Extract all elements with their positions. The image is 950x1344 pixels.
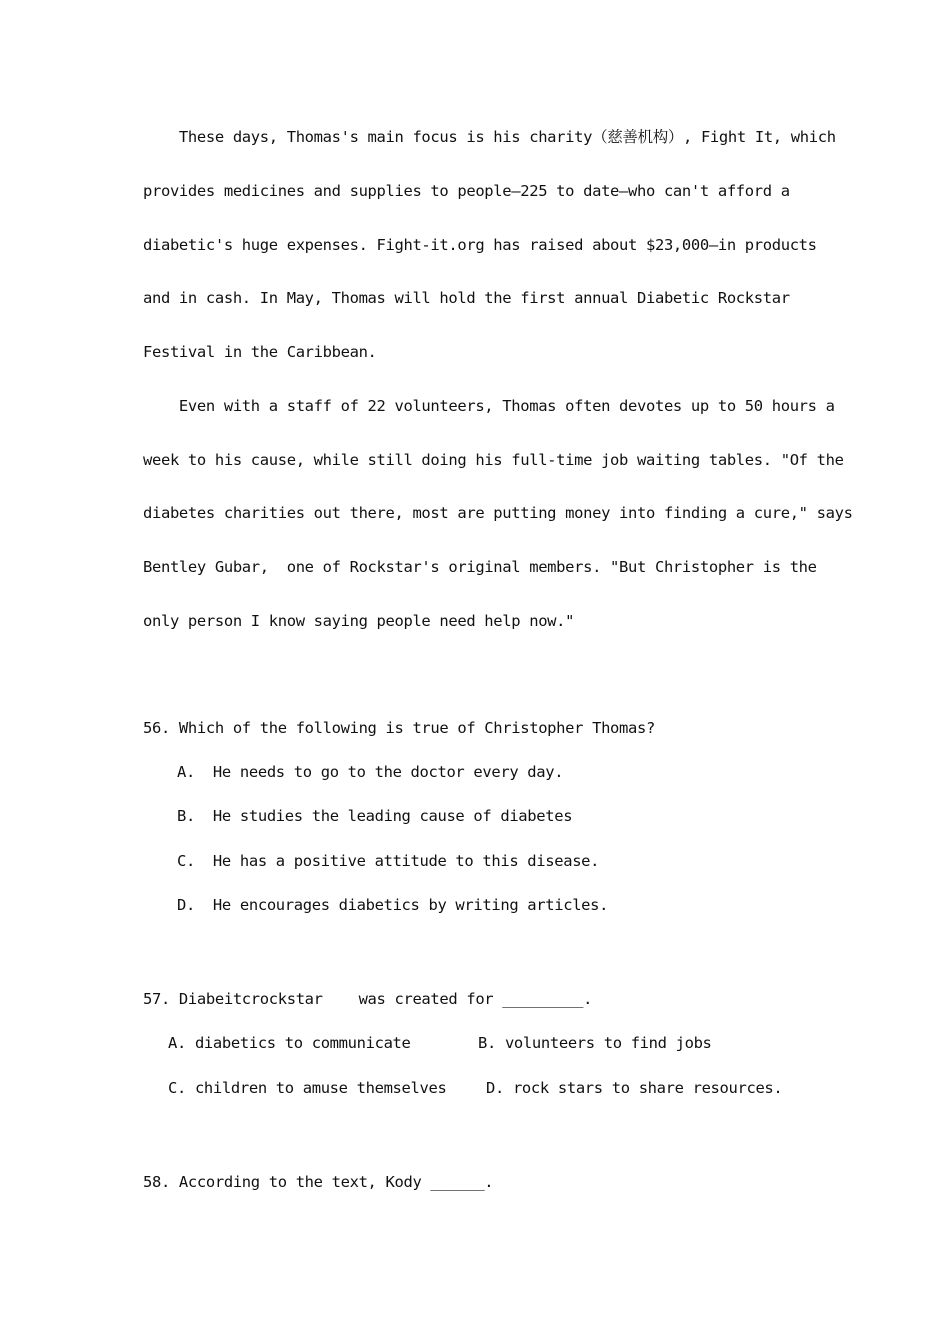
question-56-option-d: D. He encourages diabetics by writing articles. [177,896,609,914]
passage-p1-line-1: These days, Thomas's main focus is his charity（慈善机构）, Fight It, which [143,128,836,146]
question-58-stem: 58. According to the text, Kody ______. [143,1173,494,1191]
passage-p2-line-2: week to his cause, while still doing his full-time job waiting tables. "Of the [143,451,844,469]
question-57-option-c: C. children to amuse themselves [168,1079,447,1097]
question-57-option-b: B. volunteers to find jobs [478,1034,712,1052]
question-56-option-a: A. He needs to go to the doctor every day. [177,763,564,781]
question-56-option-c: C. He has a positive attitude to this disease. [177,852,600,870]
passage-p1-line-3: diabetic's huge expenses. Fight-it.org has raised about $23,000—in products [143,236,817,254]
passage-p1-line-4: and in cash. In May, Thomas will hold the first annual Diabetic Rockstar [143,289,790,307]
question-57-stem: 57. Diabeitcrockstar was created for _________. [143,990,593,1008]
passage-p1-line-5: Festival in the Caribbean. [143,343,377,361]
question-56-stem: 56. Which of the following is true of Christopher Thomas? [143,719,655,737]
passage-p2-line-5: only person I know saying people need help now." [143,612,575,630]
question-57-option-a: A. diabetics to communicate [168,1034,411,1052]
question-57-option-d: D. rock stars to share resources. [486,1079,783,1097]
passage-p2-line-4: Bentley Gubar, one of Rockstar's original members. "But Christopher is the [143,558,817,576]
question-56-option-b: B. He studies the leading cause of diabetes [177,807,573,825]
passage-p2-line-3: diabetes charities out there, most are putting money into finding a cure," says [143,504,853,522]
passage-p2-line-1: Even with a staff of 22 volunteers, Thomas often devotes up to 50 hours a [143,397,835,415]
passage-p1-line-2: provides medicines and supplies to people—225 to date—who can't afford a [143,182,790,200]
